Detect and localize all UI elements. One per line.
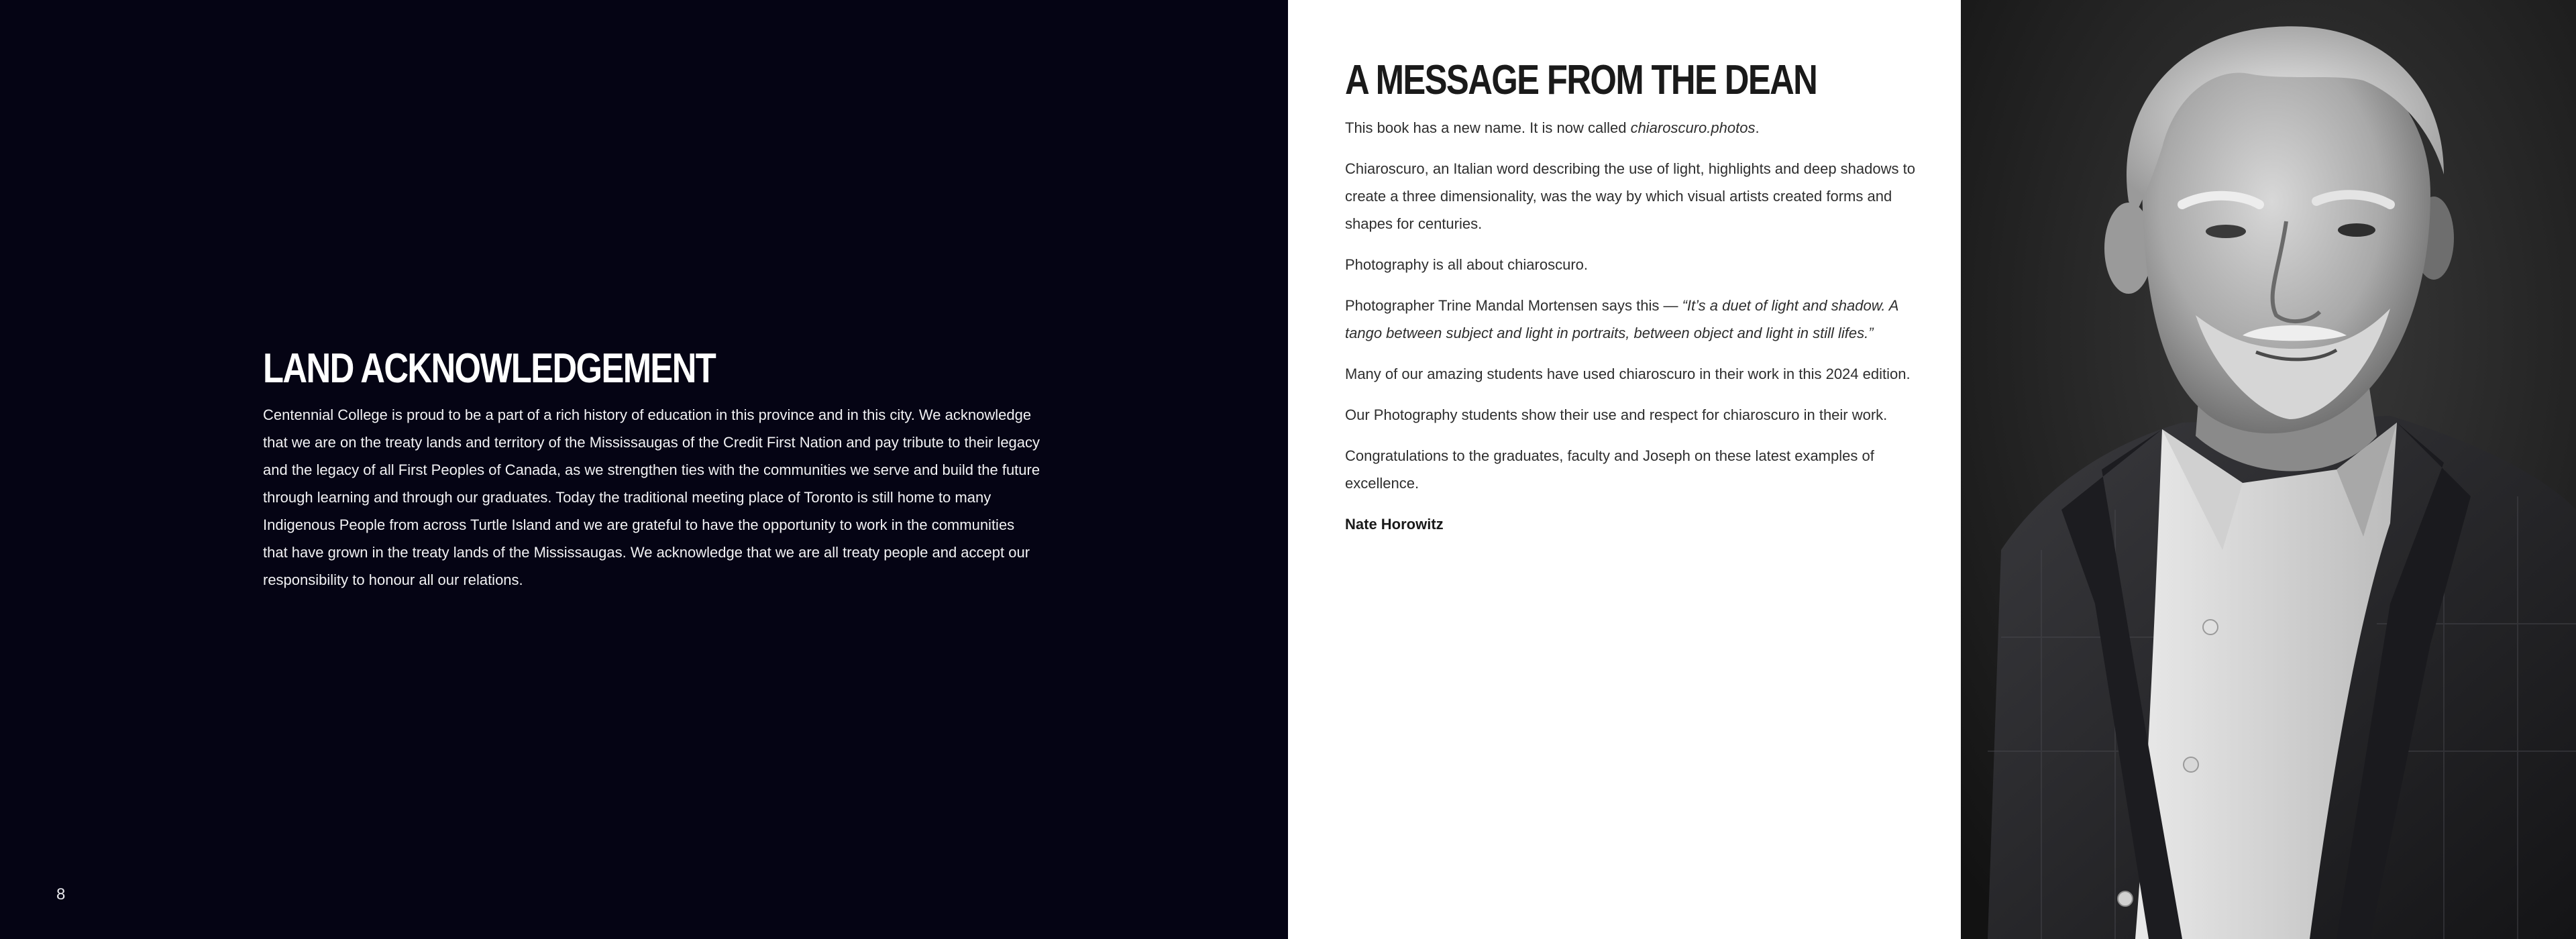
dean-paragraph-1 (1345, 114, 1929, 142)
dean-message-section (1345, 55, 1929, 538)
p1-text: This book has a new name. It is now called (1345, 119, 1631, 136)
land-acknowledgement-body: Centennial College is proud to be a part of a rich history of education in this province and in this city. We acknowledge that we are on the treaty lands and territory of the Mississaugas of the Credit First Nation and pay tribute to their legacy and the legacy of all First Peoples of Canada, as we strengthen ties with the communities we serve and build the future through learning and through our graduates. Today the traditional meeting place of Toronto is still home to many Indigenous People from across Turtle Island and we are grateful to have the opportunity to work in the communities that have grown in the treaty lands of the Mississaugas. We acknowledge that we are all treaty people and accept our responsibility to honour all our relations. (263, 406, 1040, 588)
dean-paragraph-4 (1345, 292, 1929, 347)
dean-portrait-photo (1961, 0, 2576, 939)
land-acknowledgement-title: LAND ACKNOWLEDGEMENT (263, 345, 716, 392)
dean-paragraph-3: Photography is all about chiaroscuro. (1345, 256, 1588, 273)
portrait-illustration (1961, 0, 2576, 939)
p1-italic: chiaroscuro.photos (1630, 119, 1756, 136)
dean-paragraph-5: Many of our amazing students have used chiaroscuro in their work in this 2024 edition. (1345, 366, 1911, 382)
p1-end: . (1755, 119, 1760, 136)
page-number: 8 (56, 885, 66, 903)
dean-message-title: A MESSAGE FROM THE DEAN (1345, 57, 1817, 103)
p4-quote: “It’s a duet of light and shadow. A tango between subject and light in portraits, between object and light in still lifes.” (1345, 297, 1898, 341)
land-acknowledgement-section (263, 343, 1041, 594)
dean-paragraph-7: Congratulations to the graduates, faculty and Joseph on these latest examples of excellence. (1345, 447, 1874, 492)
dean-signature: Nate Horowitz (1345, 516, 1444, 533)
dean-paragraph-6: Our Photography students show their use and respect for chiaroscuro in their work. (1345, 406, 1888, 423)
right-page (1288, 0, 1961, 939)
dean-paragraph-2: Chiaroscuro, an Italian word describing the use of light, highlights and deep shadows to create a three dimensionality, was the way by which visual artists created forms and shapes for centuries. (1345, 160, 1915, 232)
p4-text: Photographer Trine Mandal Mortensen says this — (1345, 297, 1682, 314)
